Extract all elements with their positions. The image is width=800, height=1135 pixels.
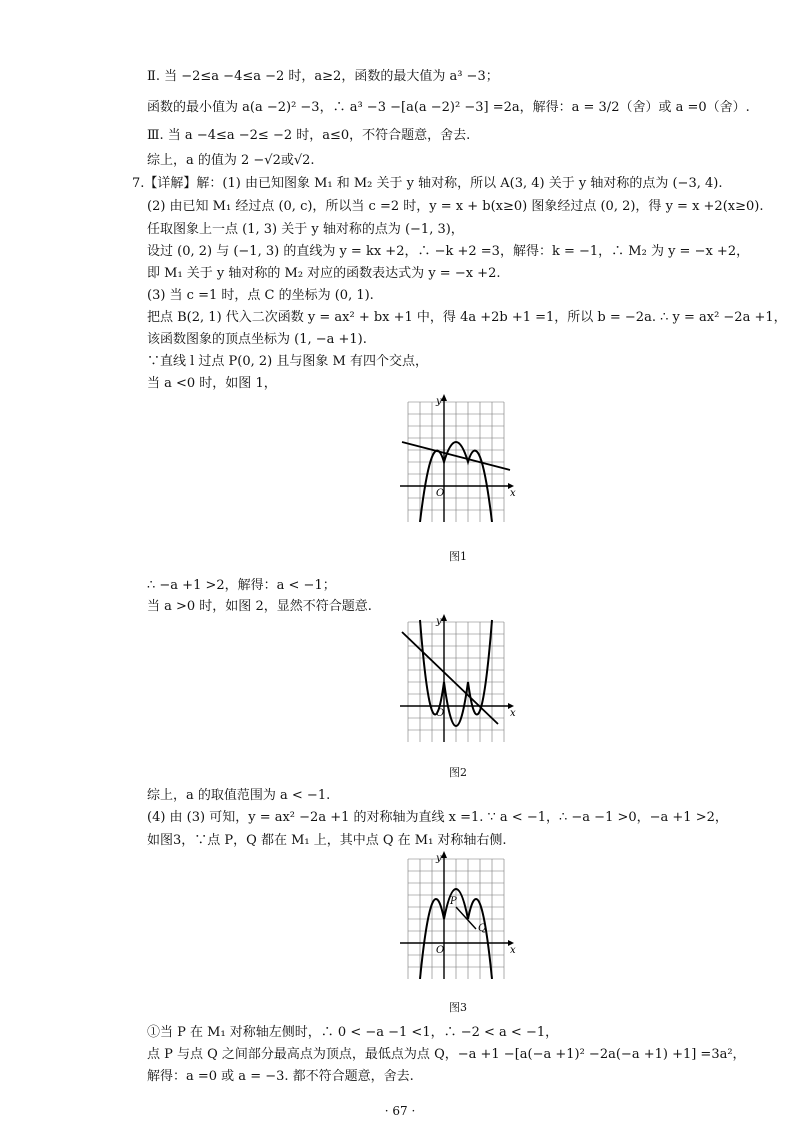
point-q-label: Q	[478, 923, 487, 934]
page-number: · 67 ·	[384, 1104, 416, 1118]
text-line-14: 当 a <0 时，如图 1，	[147, 376, 277, 391]
figure-3-caption: 图3	[449, 1001, 467, 1014]
text-line-15: ∴ −a +1 >2，解得：a < −1；	[147, 578, 336, 593]
y-label: y	[436, 616, 442, 627]
origin-label: O	[436, 488, 445, 499]
origin-label: O	[436, 708, 445, 719]
y-label: y	[436, 396, 442, 407]
text-line-3: Ⅲ. 当 a −4≤a −2≤ −2 时，a≤0，不符合题意，舍去.	[147, 128, 471, 143]
text-line-5: 7.【详解】解：(1) 由已知图象 M₁ 和 M₂ 关于 y 轴对称，所以 A(3, 4) 关于 y 轴对称的点为 (−3, 4).	[132, 176, 723, 191]
figure-2-caption: 图2	[449, 766, 467, 779]
figure-3	[398, 849, 528, 979]
point-p-label: P	[450, 896, 457, 907]
origin-label: O	[436, 945, 445, 956]
text-line-12: 该函数图象的顶点坐标为 (1, −a +1).	[147, 332, 367, 347]
text-line-1: Ⅱ. 当 −2≤a −4≤a −2 时，a≥2，函数的最大值为 a³ −3；	[147, 69, 499, 84]
text-line-9: 即 M₁ 关于 y 轴对称的 M₂ 对应的函数表达式为 y = −x +2.	[147, 266, 501, 281]
text-line-22: 解得：a =0 或 a = −3. 都不符合题意，舍去.	[147, 1069, 414, 1084]
x-label: x	[510, 945, 516, 956]
x-label: x	[510, 708, 516, 719]
text-line-7: 任取图象上一点 (1, 3) 关于 y 轴对称的点为 (−1, 3)，	[147, 222, 464, 237]
text-line-17: 综上，a 的取值范围为 a < −1.	[147, 788, 331, 803]
text-line-2: 函数的最小值为 a(a −2)² −3，∴ a³ −3 −[a(a −2)² −3] =2a，解得：a = 3/2（舍）或 a =0（舍）.	[147, 100, 750, 115]
text-line-13: ∵直线 l 过点 P(0, 2) 且与图象 M 有四个交点，	[147, 354, 428, 369]
text-line-11: 把点 B(2, 1) 代入二次函数 y = ax² + bx +1 中，得 4a +2b +1 =1，所以 b = −2a. ∴ y = ax² −2a +1，	[147, 310, 787, 325]
figure-1	[398, 392, 528, 522]
figure-1-caption: 图1	[449, 550, 467, 563]
x-label: x	[510, 488, 516, 499]
text-line-6: (2) 由已知 M₁ 经过点 (0, c)，所以当 c =2 时，y = x + b(x≥0) 图象经过点 (0, 2)，得 y = x +2(x≥0).	[147, 199, 764, 214]
text-line-21: 点 P 与点 Q 之间部分最高点为顶点，最低点为点 Q，−a +1 −[a(−a +1)² −2a(−a +1) +1] =3a²，	[147, 1047, 746, 1062]
text-line-10: (3) 当 c =1 时，点 C 的坐标为 (0, 1).	[147, 288, 374, 303]
text-line-8: 设过 (0, 2) 与 (−1, 3) 的直线为 y = kx +2，∴ −k +2 =3，解得：k = −1，∴ M₂ 为 y = −x +2，	[147, 244, 750, 259]
text-line-16: 当 a >0 时，如图 2，显然不符合题意.	[147, 599, 372, 614]
text-line-19: 如图3，∵点 P，Q 都在 M₁ 上，其中点 Q 在 M₁ 对称轴右侧.	[147, 833, 507, 848]
text-line-18: (4) 由 (3) 可知，y = ax² −2a +1 的对称轴为直线 x =1. ∵ a < −1，∴ −a −1 >0，−a +1 >2，	[147, 810, 728, 825]
figure-2	[398, 612, 528, 742]
text-line-4: 综上，a 的值为 2 −√2或√2.	[147, 153, 315, 168]
text-line-20: ①当 P 在 M₁ 对称轴左侧时，∴ 0 < −a −1 <1，∴ −2 < a < −1，	[147, 1025, 559, 1040]
y-label: y	[436, 853, 442, 864]
